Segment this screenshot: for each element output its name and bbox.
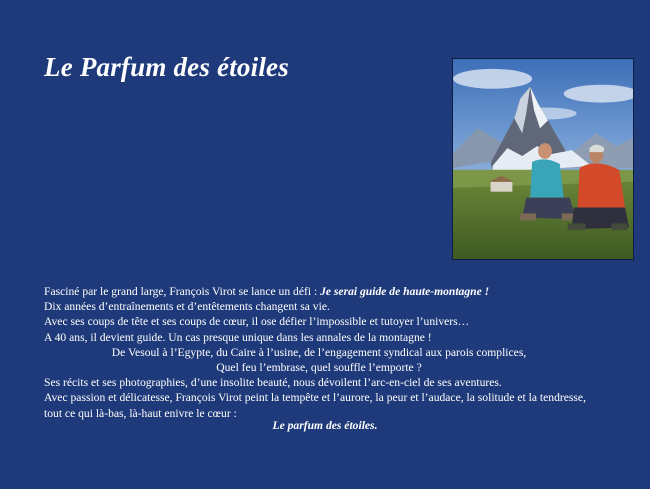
intro-line bbox=[44, 284, 644, 299]
body-line-centered: De Vesoul à l’Egypte, du Caire à l’usine, de l’engagement syndical aux parois complices, bbox=[111, 345, 527, 359]
page-title: Le Parfum des étoiles bbox=[44, 52, 289, 82]
intro-text: Fasciné par le grand large, François Virot se lance un défi : bbox=[44, 285, 321, 298]
mountain-climbers-photo bbox=[452, 58, 634, 260]
body-line: Avec passion et délicatesse, François Virot peint la tempête et l’aurore, la peur et l’audace, la solitude et la tendresse, bbox=[44, 391, 586, 405]
challenge-quote: Je serai guide de haute-montagne ! bbox=[320, 285, 490, 298]
body-line-centered: Quel feu l’embrase, quel souffle l’emporte ? bbox=[216, 361, 422, 375]
body-line: tout ce qui là-bas, là-haut enivre le cœur : bbox=[44, 406, 237, 420]
body-line: Avec ses coups de tête et ses coups de cœur, il ose défier l’impossible et tutoyer l’univers… bbox=[44, 315, 470, 329]
body-line: A 40 ans, il devient guide. Un cas presque unique dans les annales de la montagne ! bbox=[44, 330, 432, 344]
description-text bbox=[44, 284, 644, 421]
body-line: Dix années d’entraînements et d’entêtements changent sa vie. bbox=[44, 300, 330, 314]
closing-period: . bbox=[374, 419, 378, 432]
closing-title bbox=[0, 419, 650, 432]
closing-title-text: Le parfum des étoiles bbox=[272, 419, 375, 432]
body-line: Ses récits et ses photographies, d’une insolite beauté, nous dévoilent l’arc-en-ciel de ses aventures. bbox=[44, 376, 502, 390]
